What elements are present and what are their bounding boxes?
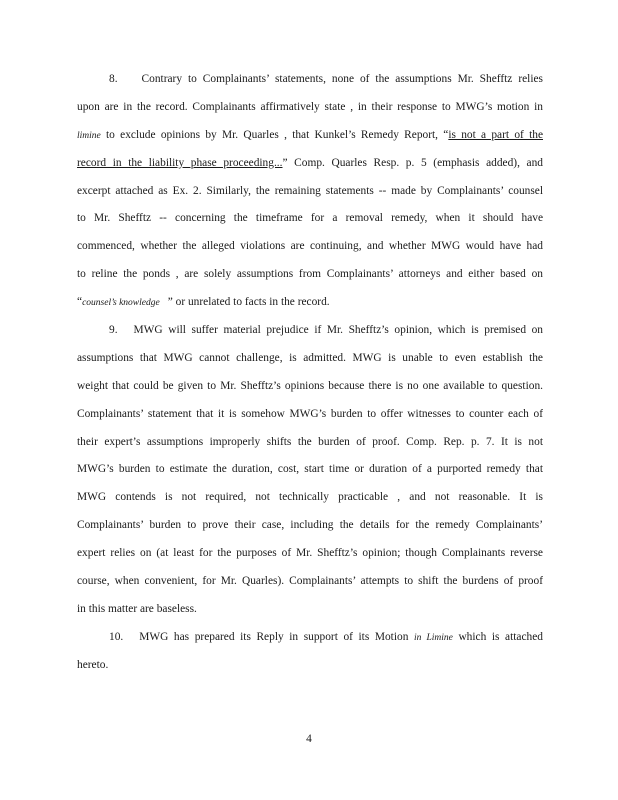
paragraph-line [77,429,543,457]
line-text: upon are in the record. Complainants affirmatively state , in their response to MWG’s motion in [77,100,543,113]
underlined-quote: record in the liability phase proceeding... [77,156,283,169]
paragraph-line [77,233,543,261]
line-text: commenced, whether the alleged violations are continuing, and whether MWG would have had [77,240,543,253]
line-text: expert relies on (at least for the purposes of Mr. Shefftz’s opinion; though Complainants reverse [77,547,543,560]
paragraph-line [77,624,543,652]
paragraph-line [77,484,543,512]
line-text: MWG will suffer material prejudice if Mr. Shefftz’s opinion, which is premised on [133,324,543,337]
line-text: to exclude opinions by Mr. Quarles , that Kunkel’s Remedy Report, “ [100,128,449,141]
italic-term: limine [77,130,101,141]
paragraph-line [77,345,543,373]
line-text: MWG’s burden to estimate the duration, cost, start time or duration of a purported remedy that [77,463,543,476]
line-text: in this matter are baseless. [77,602,197,615]
paragraph-number: 10. [109,630,124,643]
line-text: course, when convenient, for Mr. Quarles). Complainants’ attempts to shift the burdens of proof [77,575,543,588]
paragraph-10 [77,624,543,680]
line-text: “ [77,296,83,309]
paragraph-line [77,512,543,540]
line-text: ” Comp. Quarles Resp. p. 5 (emphasis added), and [282,156,543,169]
line-text: their expert’s assumptions improperly shifts the burden of proof. Comp. Rep. p. 7. It is not [77,435,543,448]
paragraph-line [77,540,543,568]
paragraph-line [77,401,543,429]
line-text: to Mr. Shefftz -- concerning the timeframe for a removal remedy, when it should have [77,212,543,225]
paragraph-line [77,568,543,596]
paragraph-line [77,66,543,94]
paragraph-9 [77,317,543,624]
line-text: ” or unrelated to facts in the record. [167,296,330,309]
line-text: assumptions that MWG cannot challenge, is admitted. MWG is unable to even establish the [77,351,543,364]
line-text: excerpt attached as Ex. 2. Similarly, the remaining statements -- made by Complainants’ counsel [77,184,543,197]
line-text: MWG contends is not required, not technically practicable , and not reasonable. It is [77,491,543,504]
line-text: Contrary to Complainants’ statements, none of the assumptions Mr. Shefftz relies [141,73,543,85]
document-body [77,66,543,680]
paragraph-line [77,652,543,680]
line-text: MWG has prepared its Reply in support of its Motion [139,630,414,643]
line-text: to reline the ponds , are solely assumptions from Complainants’ attorneys and either based on [77,268,543,281]
italic-term: counsel’s knowledge [82,298,160,309]
paragraph-line [77,596,543,624]
paragraph-number: 9. [109,324,118,337]
line-text: weight that could be given to Mr. Shefftz’s opinions because there is no one available to question. [77,379,543,392]
line-text: Complainants’ statement that it is somehow MWG’s burden to offer witnesses to counter each of [77,407,543,420]
line-text: Complainants’ burden to prove their case, including the details for the remedy Complainants’ [77,519,543,532]
paragraph-line [77,289,543,317]
paragraph-line [77,373,543,401]
paragraph-line [77,261,543,289]
paragraph-line [77,178,543,206]
paragraph-line [77,205,543,233]
paragraph-line [77,94,543,122]
italic-term: in Limine [413,632,453,643]
paragraph-line [77,150,543,178]
line-text: which is attached [452,630,543,643]
line-text: hereto. [77,658,109,671]
underlined-quote: is not a part of the [448,128,543,141]
paragraph-line [77,122,543,150]
paragraph-8 [77,66,543,317]
paragraph-line [77,317,543,345]
page-number: 4 [306,733,312,745]
paragraph-line [77,456,543,484]
paragraph-number: 8. [109,73,118,85]
